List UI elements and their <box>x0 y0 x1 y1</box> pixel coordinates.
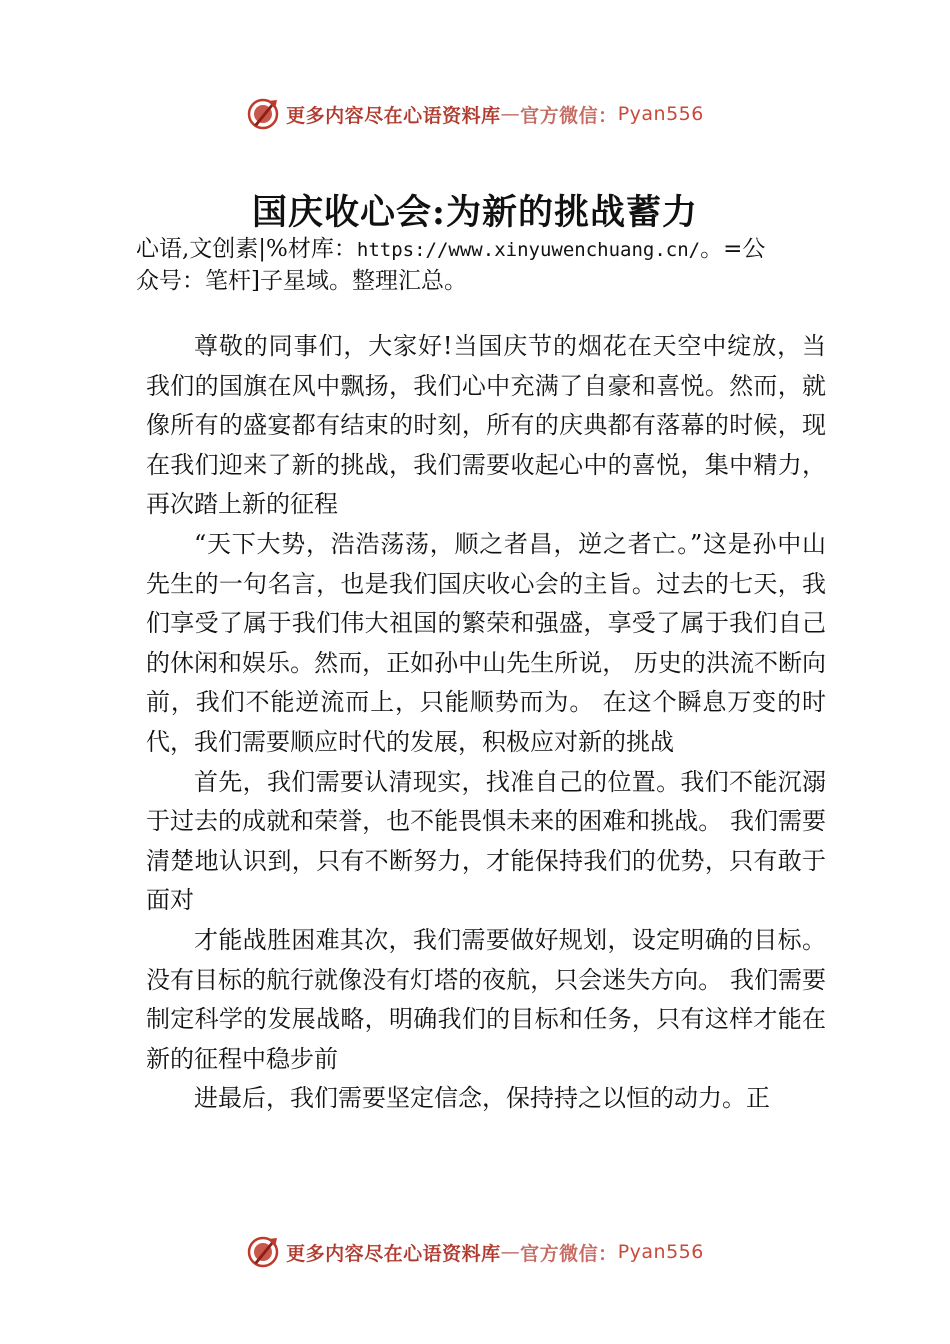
document-title: 国庆收心会:为新的挑战蓄力 <box>252 192 698 233</box>
source-prefix: 心语,文创素|%材库： <box>136 236 357 262</box>
paragraph: 才能战胜困难其次，我们需要做好规划，设定明确的目标。没有目标的航行就像没有灯塔的夜航，只会迷失方向。 我们需要制定科学的发展战略，明确我们的目标和任务，只有这样才能在新的征程中稳步前 <box>146 925 826 1073</box>
paragraph: 进最后，我们需要坚定信念，保持持之以恒的动力。正 <box>194 1084 770 1113</box>
source-note <box>136 234 836 297</box>
source-suffix: 。=公 <box>700 236 766 262</box>
banner-brand: 更多内容尽在心语资料库 <box>286 1242 501 1265</box>
footer-banner <box>0 1230 950 1274</box>
source-line-1 <box>136 234 836 266</box>
document-body <box>146 327 826 1119</box>
paragraph: 尊敬的同事们，大家好!当国庆节的烟花在天空中绽放，当我们的国旗在风中飘扬，我们心中充满了自豪和喜悦。然而，就像所有的盛宴都有结束的时刻，所有的庆典都有落幕的时候，现在我们迎来了新的挑战，我们需要收起心中的喜悦，集中精力，再次踏上新的征程 <box>146 332 826 519</box>
banner-dash: — <box>500 1241 521 1263</box>
source-url: https://www.xinyuwenchuang.cn/ <box>356 239 701 261</box>
banner-handle: Pyan556 <box>617 1241 704 1263</box>
banner-dash: — <box>500 103 521 125</box>
paragraph: “天下大势，浩浩荡荡，顺之者昌，逆之者亡。”这是孙中山先生的一句名言，也是我们国庆收心会的主旨。过去的七天，我们享受了属于我们伟大祖国的繁荣和强盛，享受了属于我们自己的休闲和娱乐。然而，正如孙中山先生所说， 历史的洪流不断向前，我们不能逆流而上，只能顺势而为。 在这个瞬息万变的时代，我们需要顺应时代的发展，积极应对新的挑战 <box>146 529 826 756</box>
paragraph: 首先，我们需要认清现实，找准自己的位置。我们不能沉溺于过去的成就和荣誉，也不能畏惧未来的困难和挑战。 我们需要清楚地认识到，只有不断努力，才能保持我们的优势，只有敢于面对 <box>146 767 826 915</box>
banner-contact-label: 官方微信： <box>520 1242 618 1265</box>
banner-handle: Pyan556 <box>617 103 704 125</box>
banner-brand: 更多内容尽在心语资料库 <box>286 104 501 127</box>
header-banner <box>0 92 950 136</box>
source-line-2: 众号：笔杆]子星域。整理汇总。 <box>136 268 467 294</box>
banner-contact-label: 官方微信： <box>520 104 618 127</box>
quill-logo-icon <box>246 97 280 131</box>
quill-logo-icon <box>246 1235 280 1269</box>
